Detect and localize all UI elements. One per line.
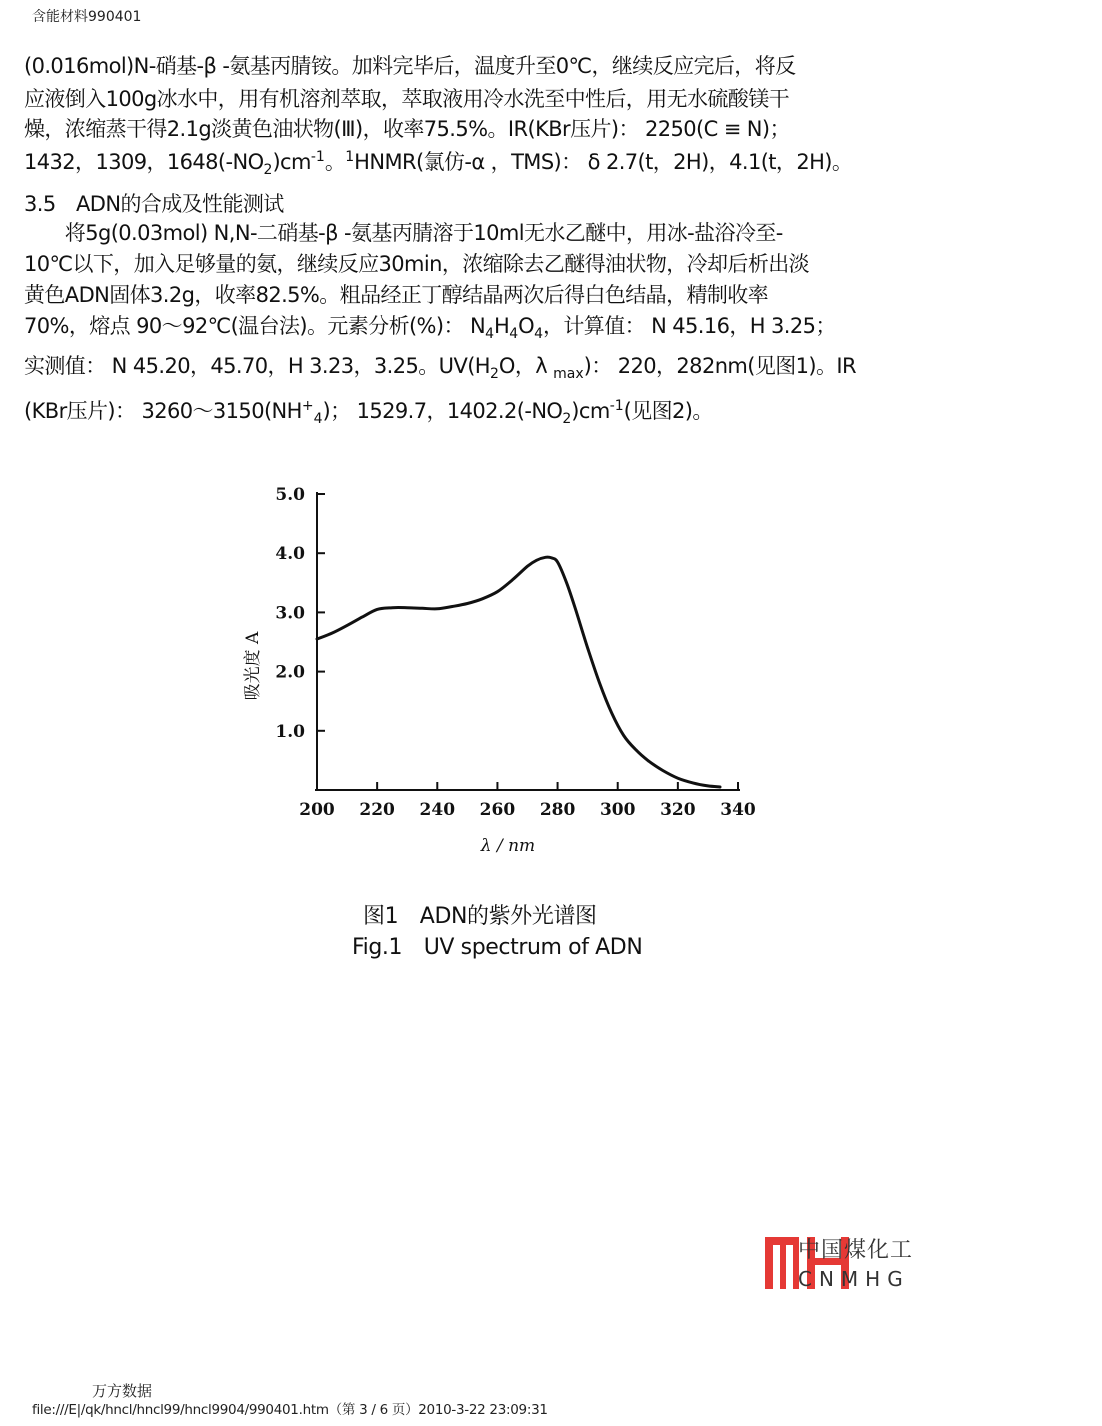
y-tick-label: 1.0 — [275, 721, 305, 742]
journal-header: 含能材料990401 — [32, 9, 142, 25]
absorbance-curve — [317, 557, 720, 787]
x-tick-label: 260 — [479, 800, 516, 820]
body-line-6: 10℃以下，加入足够量的氨，继续反应30min，浓缩除去乙醚得油状物，冷却后析出淡 — [24, 252, 810, 276]
x-tick-label: 340 — [720, 800, 756, 820]
logo-text-en: CNMHG — [798, 1267, 910, 1291]
uv-spectrum-chart — [230, 470, 790, 870]
figure-caption-en: Fig.1 UV spectrum of ADN — [352, 935, 643, 960]
y-tick-label: 4.0 — [275, 544, 305, 565]
body-line-1: (0.016mol)N-硝基-β -氨基丙腈铵。加料完毕后，温度升至0℃，继续反应完后，将反 — [24, 54, 796, 78]
body-line-9: 实测值： N 45.20，45.70，H 3.23，3.25。$UV(H_2O$，λ $_{max}$)： 220，282nm(见图1)。IR — [24, 354, 857, 383]
x-tick-label: 280 — [539, 800, 576, 820]
x-axis-label: λ / nm — [480, 836, 536, 856]
x-tick-label: 320 — [660, 800, 696, 820]
body-line-4: 1432，1309，$1648(-NO_2)cm^{-1}$。$^1$HNMR(氯仿-α ，TMS)： δ 2.7(t，2H)，4.1(t，2H)。 — [24, 149, 853, 179]
body-line-10: (KBr压片)： $3260\sim 3150(NH^+_4)$； 1529.7，$1402.2(-NO_2)cm^{-1}$(见图2)。 — [24, 398, 713, 428]
y-axis-label: 吸光度 A — [243, 631, 263, 701]
figure-caption-cn: 图1 ADN的紫外光谱图 — [363, 904, 597, 929]
footer-source: 万方数据 — [92, 1382, 153, 1400]
y-tick-label: 2.0 — [275, 662, 305, 683]
y-tick-label: 5.0 — [275, 485, 305, 505]
logo-text-cn: 中国煤化工 — [798, 1238, 914, 1263]
body-line-8: 70%，熔点 90～92℃(温台法)。元素分析(%)： $N_4H_4O_4$，计算值： N 45.16，H 3.25； — [24, 314, 836, 343]
section-heading: 3.5 ADN的合成及性能测试 — [24, 192, 284, 216]
body-line-7: 黄色ADN固体3.2g，收率82.5%。粗品经正丁醇结晶两次后得白色结晶，精制收率 — [24, 283, 769, 307]
x-tick-label: 300 — [599, 800, 636, 820]
body-line-3: 燥，浓缩蒸干得2.1g淡黄色油状物(Ⅲ)，收率75.5%。IR(KBr压片)： 2250(C ≡ N)； — [24, 117, 790, 141]
body-line-5: 将5g(0.03mol) N,N-二硝基-β -氨基丙腈溶于10ml无水乙醚中，用冰-盐浴冷至- — [24, 221, 783, 245]
x-tick-label: 200 — [299, 800, 335, 820]
y-tick-label: 3.0 — [275, 603, 305, 624]
x-tick-label: 240 — [419, 800, 456, 820]
footer-path: file:///E|/qk/hncl/hncl99/hncl9904/990401.htm（第 3 / 6 页）2010-3-22 23:09:31 — [32, 1402, 548, 1418]
body-line-2: 应液倒入100g冰水中，用有机溶剂萃取，萃取液用冷水洗至中性后，用无水硫酸镁干 — [24, 87, 790, 111]
x-ticks — [299, 782, 756, 820]
x-tick-label: 220 — [359, 800, 395, 820]
